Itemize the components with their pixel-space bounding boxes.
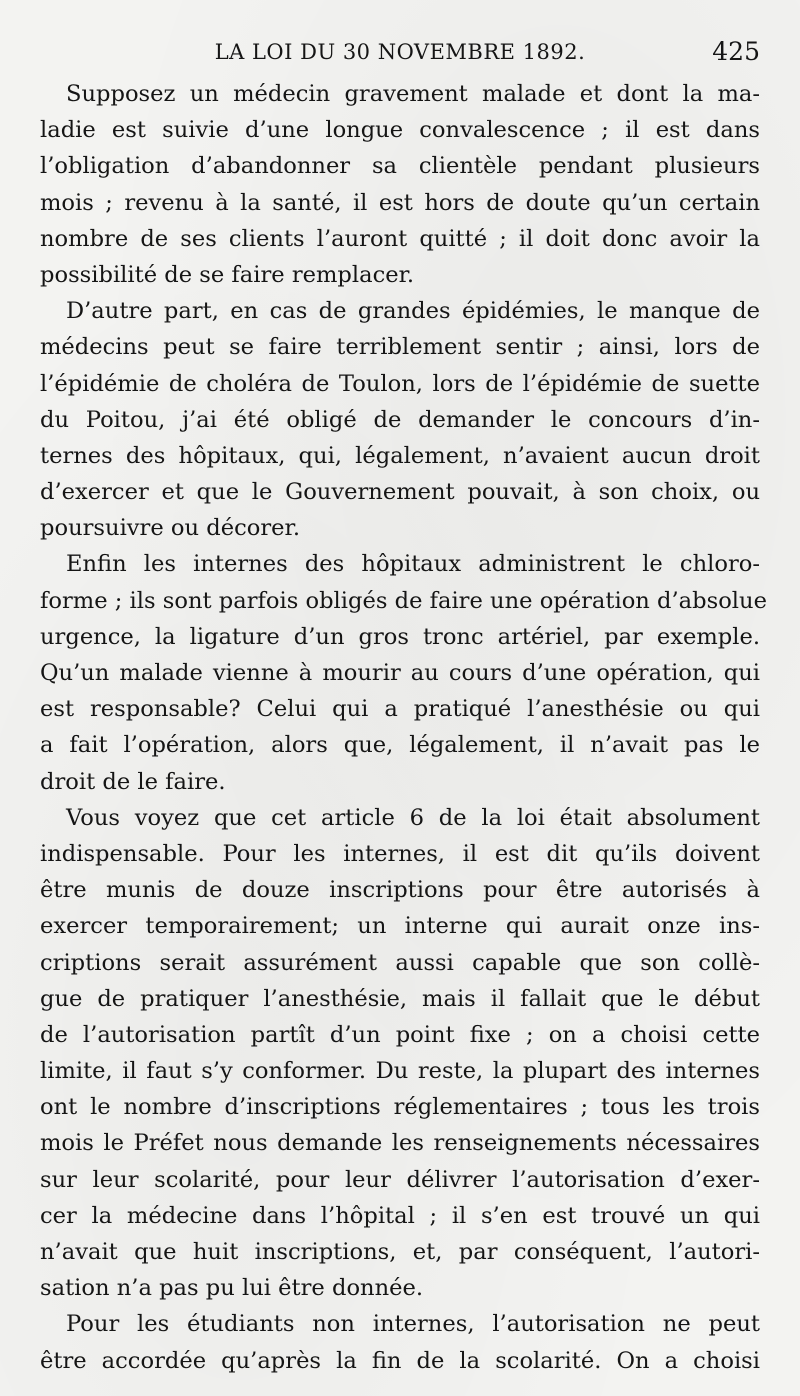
paragraph-3 <box>40 546 767 799</box>
text-line: l’épidémie de choléra de Toulon, lors de l’épidémie de suette <box>40 370 760 397</box>
text-line: Qu’un malade vienne à mourir au cours d’une opération, qui <box>40 660 760 686</box>
text-line: être munis de douze inscriptions pour être autorisés à <box>40 877 760 904</box>
text-line: urgence, la ligature d’un gros tronc artériel, par exemple. <box>40 623 760 650</box>
text-line: être accordée qu’après la fin de la scolarité. On a choisi <box>40 1347 760 1374</box>
running-header <box>40 36 760 68</box>
text-line: exercer temporairement; un interne qui aurait onze ins- <box>40 913 760 940</box>
text-line: du Poitou, j’ai été obligé de demander le concours d’in- <box>40 406 760 433</box>
text-line: mois ; revenu à la santé, il est hors de doute qu’un certain <box>40 189 760 216</box>
text-line: médecins peut se faire terriblement sentir ; ainsi, lors de <box>40 334 760 361</box>
text-line: mois le Préfet nous demande les renseignements nécessaires <box>40 1130 760 1157</box>
text-line: poursuivre ou décorer. <box>40 515 301 542</box>
text-line: d’exercer et que le Gouvernement pouvait, à son choix, ou <box>40 479 760 506</box>
text-line: droit de le faire. <box>40 768 226 795</box>
text-line: est responsable? Celui qui a pratiqué l’anesthésie ou qui <box>40 696 760 723</box>
paragraph-5 <box>40 1306 760 1378</box>
text-line: forme ; ils sont parfois obligés de faire une opération d’absolue <box>40 587 767 614</box>
text-line: ont le nombre d’inscriptions réglementaires ; tous les trois <box>40 1094 760 1121</box>
paragraph-4 <box>40 800 760 1307</box>
text-line: sation n’a pas pu lui être donnée. <box>40 1275 424 1302</box>
text-line: D’autre part, en cas de grandes épidémies, le manque de <box>66 298 760 325</box>
text-line: criptions serait assurément aussi capable que son collè- <box>40 949 760 976</box>
text-line: ladie est suivie d’une longue convalescence ; il est dans <box>40 117 760 144</box>
text-line: limite, il faut s’y conformer. Du reste, la plupart des internes <box>40 1058 760 1085</box>
text-line: sur leur scolarité, pour leur délivrer l’autorisation d’exer- <box>40 1166 760 1193</box>
text-line: l’obligation d’abandonner sa clientèle pendant plusieurs <box>40 153 760 180</box>
text-line: Pour les étudiants non internes, l’autorisation ne peut <box>66 1311 760 1338</box>
body-text <box>40 76 767 1379</box>
text-line: gue de pratiquer l’anesthésie, mais il fallait que le début <box>40 985 760 1012</box>
text-line: de l’autorisation partît d’un point fixe ; on a choisi cette <box>40 1021 760 1048</box>
text-line: Supposez un médecin gravement malade et dont la ma- <box>66 81 760 107</box>
text-line: ternes des hôpitaux, qui, légalement, n’avaient aucun droit <box>40 442 760 469</box>
text-line: indispensable. Pour les internes, il est dit qu’ils doivent <box>40 840 760 867</box>
text-line: Enfin les internes des hôpitaux administrent le chloro- <box>66 551 760 578</box>
text-line: nombre de ses clients l’auront quitté ; il doit donc avoir la <box>40 225 760 252</box>
paragraph-1 <box>40 76 760 293</box>
page-number: 425 <box>712 37 760 66</box>
running-title: LA LOI DU 30 NOVEMBRE 1892. <box>214 40 586 64</box>
text-line: a fait l’opération, alors que, légalement, il n’avait pas le <box>40 732 760 759</box>
paragraph-2 <box>40 293 760 546</box>
text-line: Vous voyez que cet article 6 de la loi était absolument <box>66 804 760 831</box>
text-line: cer la médecine dans l’hôpital ; il s’en est trouvé un qui <box>40 1202 760 1229</box>
text-line: possibilité de se faire remplacer. <box>40 261 415 288</box>
text-line: n’avait que huit inscriptions, et, par conséquent, l’autori- <box>40 1239 760 1265</box>
